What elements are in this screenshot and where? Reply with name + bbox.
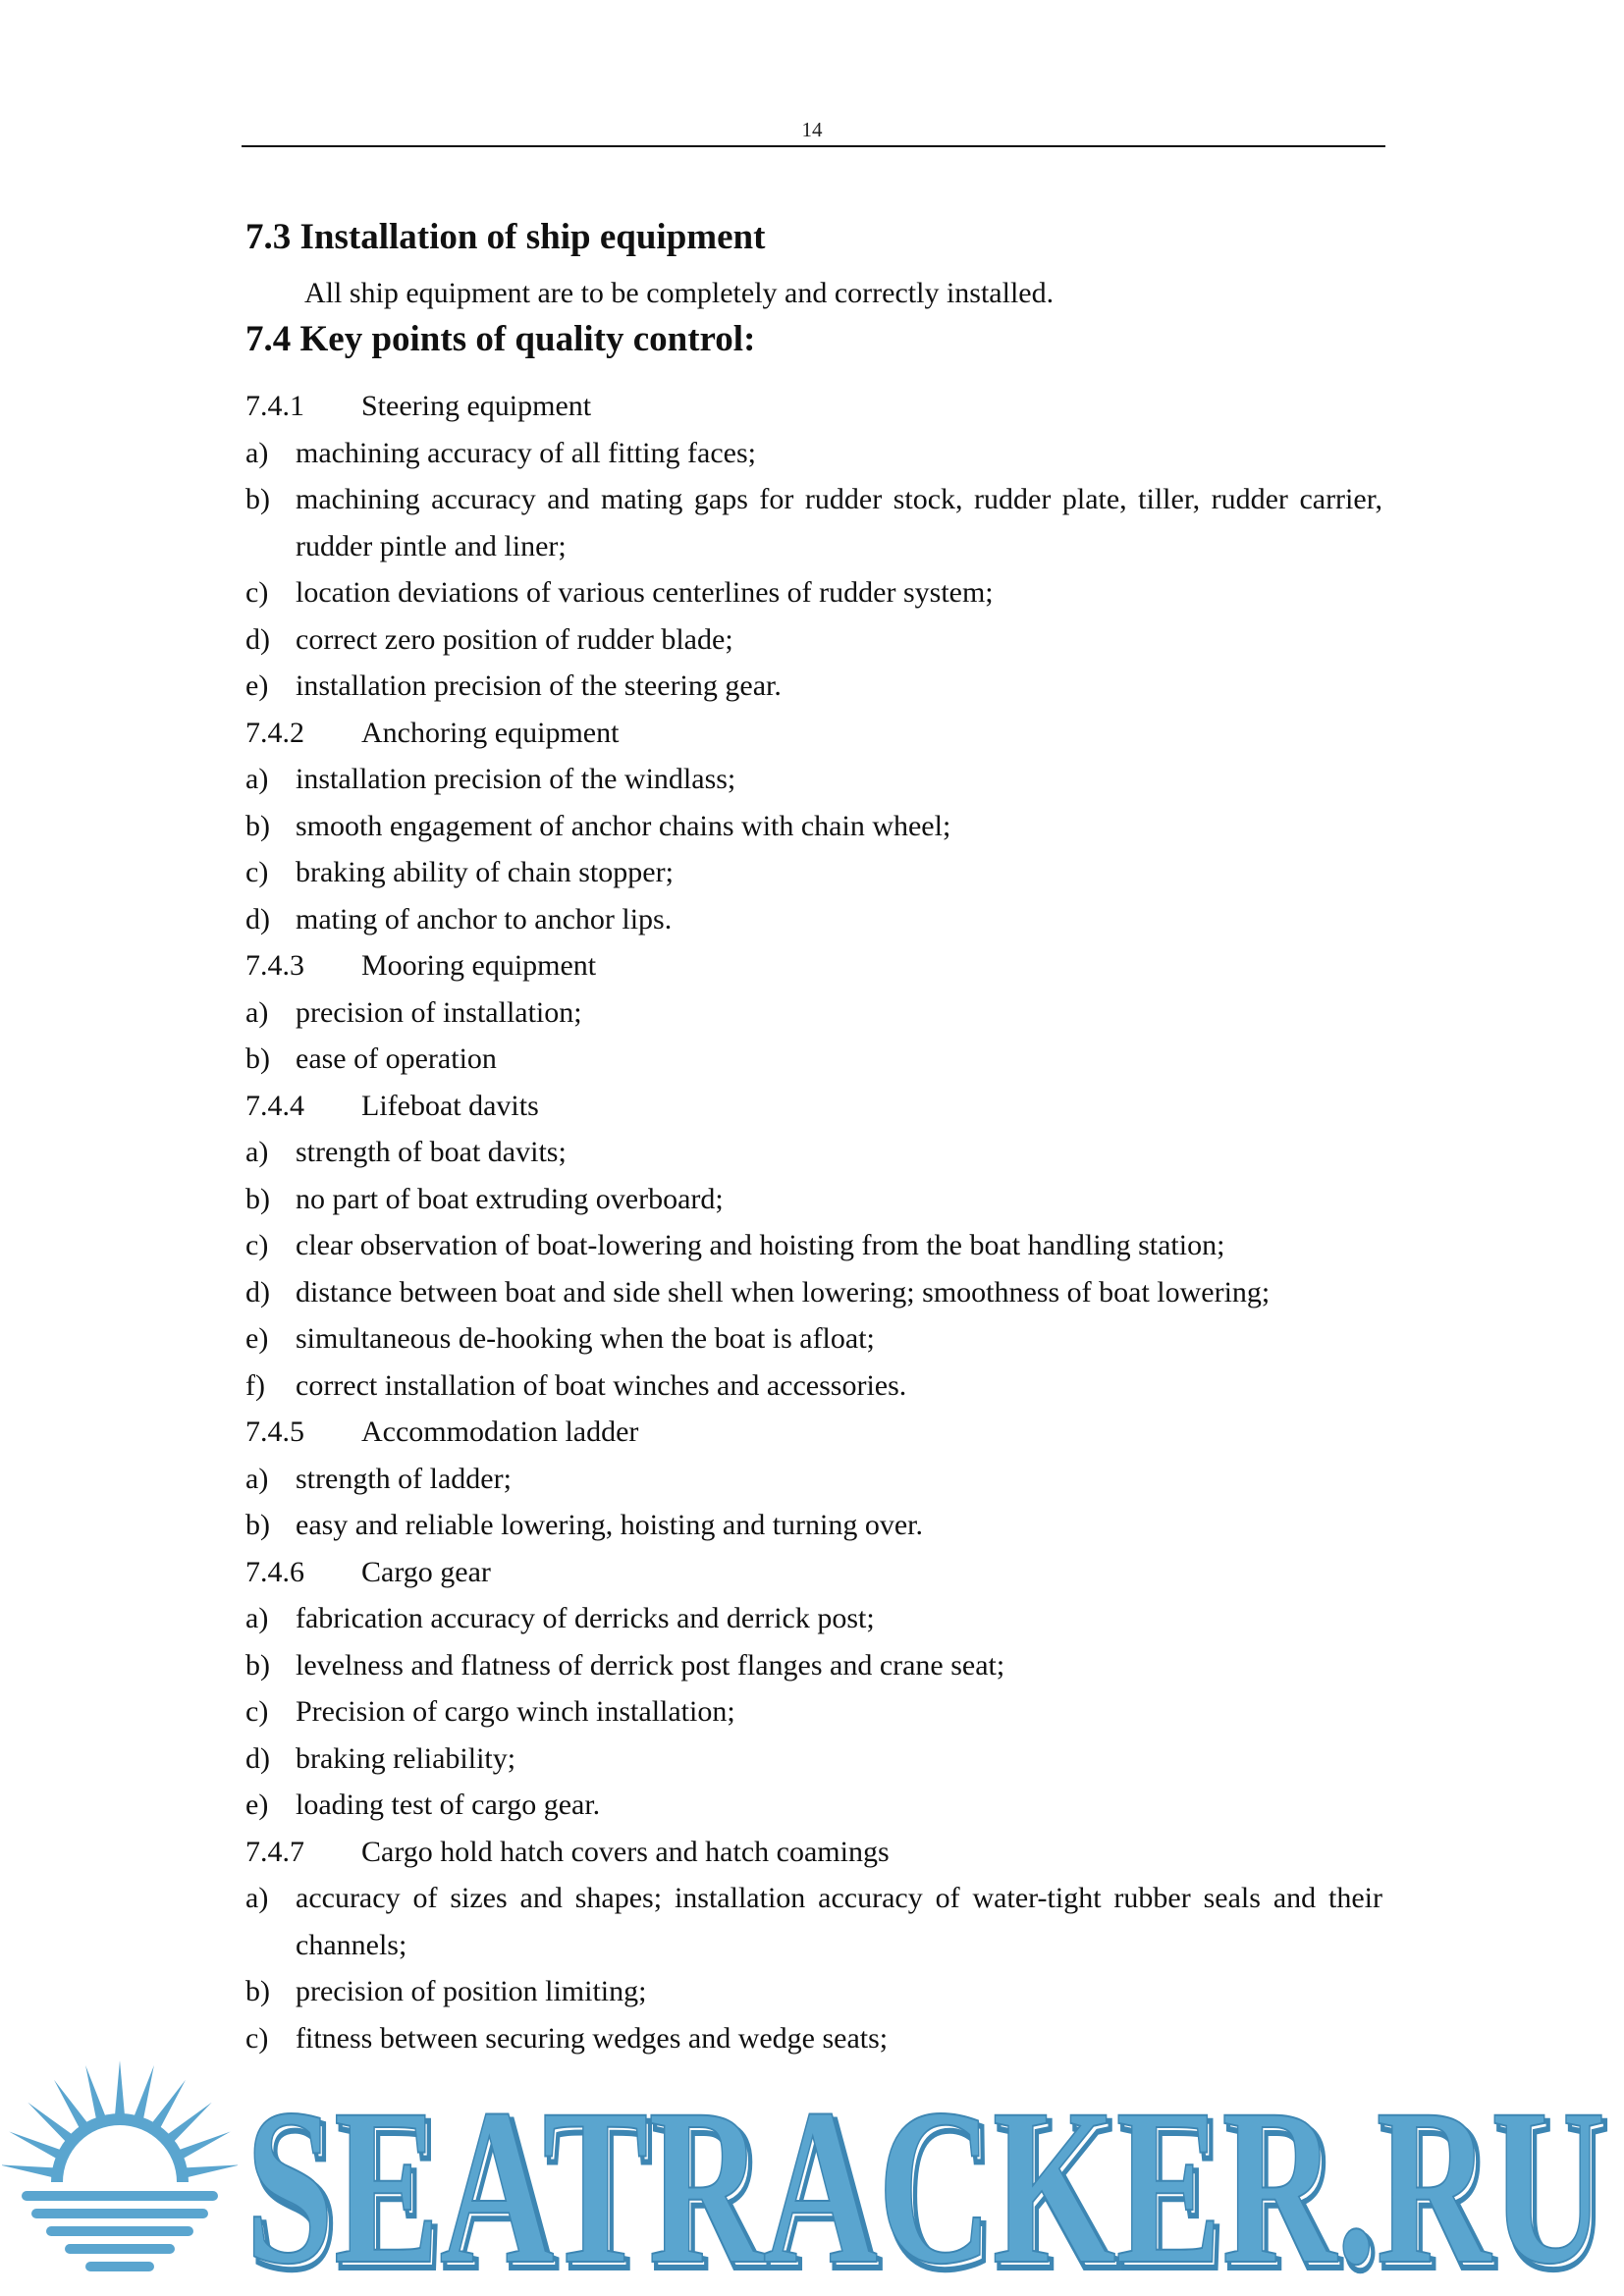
list-item-text: accuracy of sizes and shapes; installation accuracy of water-tight rubber seals and their channels; (296, 1882, 1382, 1961)
list-item-text: distance between boat and side shell when lowering; smoothness of boat lowering; (296, 1275, 1271, 1308)
subsection-heading (245, 942, 1382, 989)
sun-ray (165, 2103, 211, 2144)
subsection (245, 1409, 1382, 1549)
sun-ray (183, 2164, 238, 2177)
section-heading-7-4: 7.4 Key points of quality control: (245, 319, 756, 359)
list-item (245, 989, 1382, 1037)
list-item-text: installation precision of the steering gear. (296, 669, 782, 702)
watermark-text-main: SEATRACKER.RU (245, 2063, 1605, 2293)
page-number: 14 (801, 118, 823, 141)
sun-ray (177, 2132, 231, 2161)
watermark-text (245, 2057, 1615, 2293)
subsection-title: Cargo gear (361, 1555, 491, 1588)
list-item (245, 756, 1382, 803)
list-item (245, 1362, 1382, 1410)
list-item (245, 1502, 1382, 1549)
watermark-text-shadow: SEATRACKER.RU (249, 2069, 1609, 2293)
list-item-letter: b) (245, 809, 270, 842)
list-item-letter: e) (245, 1789, 269, 1821)
list-item-letter: d) (245, 1741, 270, 1775)
subsection (245, 942, 1382, 1083)
list-item (245, 663, 1382, 710)
list-item-letter: c) (245, 1695, 269, 1728)
list-item-letter: a) (245, 1882, 269, 1914)
list-item-letter: e) (245, 669, 269, 702)
list-item (245, 1642, 1382, 1689)
list-item-letter: a) (245, 1136, 269, 1168)
list-item (245, 849, 1382, 896)
list-item (245, 616, 1382, 664)
list-item (245, 1222, 1382, 1269)
list-item (245, 896, 1382, 943)
list-item (245, 1735, 1382, 1783)
header-rule (242, 145, 1385, 147)
list-item-text: precision of installation; (296, 995, 582, 1029)
list-item-text: loading test of cargo gear. (296, 1789, 601, 1821)
subsection-title: Steering equipment (361, 390, 592, 422)
list-item-text: levelness and flatness of derrick post flanges and crane seat; (296, 1648, 1005, 1682)
subsection-heading (245, 1829, 1382, 1876)
list-item-text: no part of boat extruding overboard; (296, 1182, 724, 1215)
sun-wave (85, 2262, 154, 2271)
list-item-text: Precision of cargo winch installation; (296, 1695, 735, 1728)
list-item-letter: b) (245, 1182, 270, 1215)
list-item-letter: a) (245, 1462, 269, 1495)
document-body (245, 214, 1382, 2061)
list-item (245, 1875, 1382, 1968)
list-item-text: installation precision of the windlass; (296, 763, 736, 795)
sun-ray (134, 2065, 154, 2121)
sun-ray (54, 2080, 89, 2131)
subsection-title: Anchoring equipment (361, 716, 620, 749)
list-item-letter: b) (245, 1648, 270, 1682)
subsection-heading (245, 1409, 1382, 1456)
list-item-text: simultaneous de-hooking when the boat is afloat; (296, 1322, 875, 1355)
sun-icon (2, 2052, 238, 2296)
list-item-letter: b) (245, 1509, 270, 1541)
list-item-text: machining accuracy of all fitting faces; (296, 436, 756, 469)
list-item-text: correct zero position of rudder blade; (296, 622, 733, 656)
list-item-letter: d) (245, 902, 270, 935)
list-item-text: mating of anchor to anchor lips. (296, 902, 673, 935)
list-item (245, 430, 1382, 477)
subsection-number: 7.4.7 (245, 1835, 304, 1868)
subsection-number: 7.4.5 (245, 1415, 304, 1448)
list-item-text: easy and reliable lowering, hoisting and turning over. (296, 1509, 924, 1541)
list-item-letter: a) (245, 1602, 269, 1634)
list-item-letter: a) (245, 763, 269, 795)
sun-ray (150, 2080, 186, 2131)
list-item (245, 569, 1382, 616)
list-item-text: ease of operation (296, 1042, 497, 1075)
list-item-text: fabrication accuracy of derricks and derrick post; (296, 1602, 875, 1634)
subsection-number: 7.4.3 (245, 949, 304, 982)
list-item-text: braking reliability; (296, 1741, 516, 1775)
list-item-letter: f) (245, 1368, 265, 1402)
subsection-title: Lifeboat davits (361, 1089, 539, 1122)
list-item-letter: c) (245, 2021, 269, 2055)
list-item (245, 1036, 1382, 1083)
list-item-text: machining accuracy and mating gaps for rudder stock, rudder plate, tiller, rudder carrier, rudder pintle and liner; (296, 483, 1382, 562)
section-heading-7-3: 7.3 Installation of ship equipment (245, 217, 766, 257)
watermark (0, 2052, 1624, 2296)
subsection-number: 7.4.4 (245, 1089, 304, 1122)
list-item-letter: b) (245, 483, 270, 515)
subsection-heading (245, 383, 1382, 430)
list-item-letter: c) (245, 576, 269, 609)
subsection (245, 383, 1382, 710)
list-item-letter: e) (245, 1322, 269, 1355)
list-item (245, 803, 1382, 850)
sun-ray (2, 2164, 57, 2177)
sun-wave (65, 2244, 175, 2254)
subsection-heading (245, 710, 1382, 757)
list-item-text: smooth engagement of anchor chains with chain wheel; (296, 809, 951, 842)
subsection-title: Mooring equipment (361, 949, 597, 982)
list-item (245, 1968, 1382, 2015)
subsection (245, 710, 1382, 943)
list-item (245, 1176, 1382, 1223)
list-item-letter: b) (245, 1042, 270, 1075)
list-item-letter: c) (245, 1229, 269, 1261)
list-item-text: correct installation of boat winches and accessories. (296, 1368, 907, 1402)
list-item-letter: c) (245, 856, 269, 888)
list-item-letter: b) (245, 1975, 270, 2007)
subsection (245, 1083, 1382, 1410)
subsection-title: Cargo hold hatch covers and hatch coamings (361, 1835, 890, 1868)
list-item-text: strength of boat davits; (296, 1136, 567, 1168)
sun-wave (46, 2226, 193, 2236)
list-item (245, 1782, 1382, 1829)
list-item-letter: a) (245, 995, 269, 1029)
list-item-text: clear observation of boat-lowering and hoisting from the boat handling station; (296, 1229, 1225, 1261)
sun-wave (31, 2209, 208, 2218)
list-item-text: strength of ladder; (296, 1462, 512, 1495)
list-item-text: fitness between securing wedges and wedge seats; (296, 2021, 889, 2055)
list-item (245, 1688, 1382, 1735)
list-item (245, 1315, 1382, 1362)
sun-wave (22, 2191, 218, 2201)
list-item-text: precision of position limiting; (296, 1975, 647, 2007)
subsection-number: 7.4.1 (245, 390, 304, 422)
subsection-title: Accommodation ladder (361, 1415, 639, 1448)
list-item-text: location deviations of various centerlines of rudder system; (296, 576, 994, 609)
list-item-letter: a) (245, 436, 269, 469)
subsection (245, 1829, 1382, 2062)
list-item (245, 476, 1382, 569)
list-item (245, 1456, 1382, 1503)
subsection (245, 1549, 1382, 1829)
sun-ray (115, 2060, 125, 2117)
subsection-heading (245, 1549, 1382, 1596)
sun-ray (9, 2132, 63, 2161)
subsection-list (245, 383, 1382, 2061)
subsection-number: 7.4.6 (245, 1555, 304, 1588)
list-item-text: braking ability of chain stopper; (296, 856, 674, 888)
list-item (245, 1269, 1382, 1316)
list-item-letter: d) (245, 622, 270, 656)
list-item (245, 1595, 1382, 1642)
list-item-letter: d) (245, 1275, 270, 1308)
list-item (245, 1129, 1382, 1176)
section-intro: All ship equipment are to be completely and correctly installed. (304, 277, 1055, 309)
subsection-heading (245, 1083, 1382, 1130)
sun-ray (27, 2103, 74, 2144)
sun-ray (85, 2065, 106, 2121)
subsection-number: 7.4.2 (245, 716, 304, 749)
